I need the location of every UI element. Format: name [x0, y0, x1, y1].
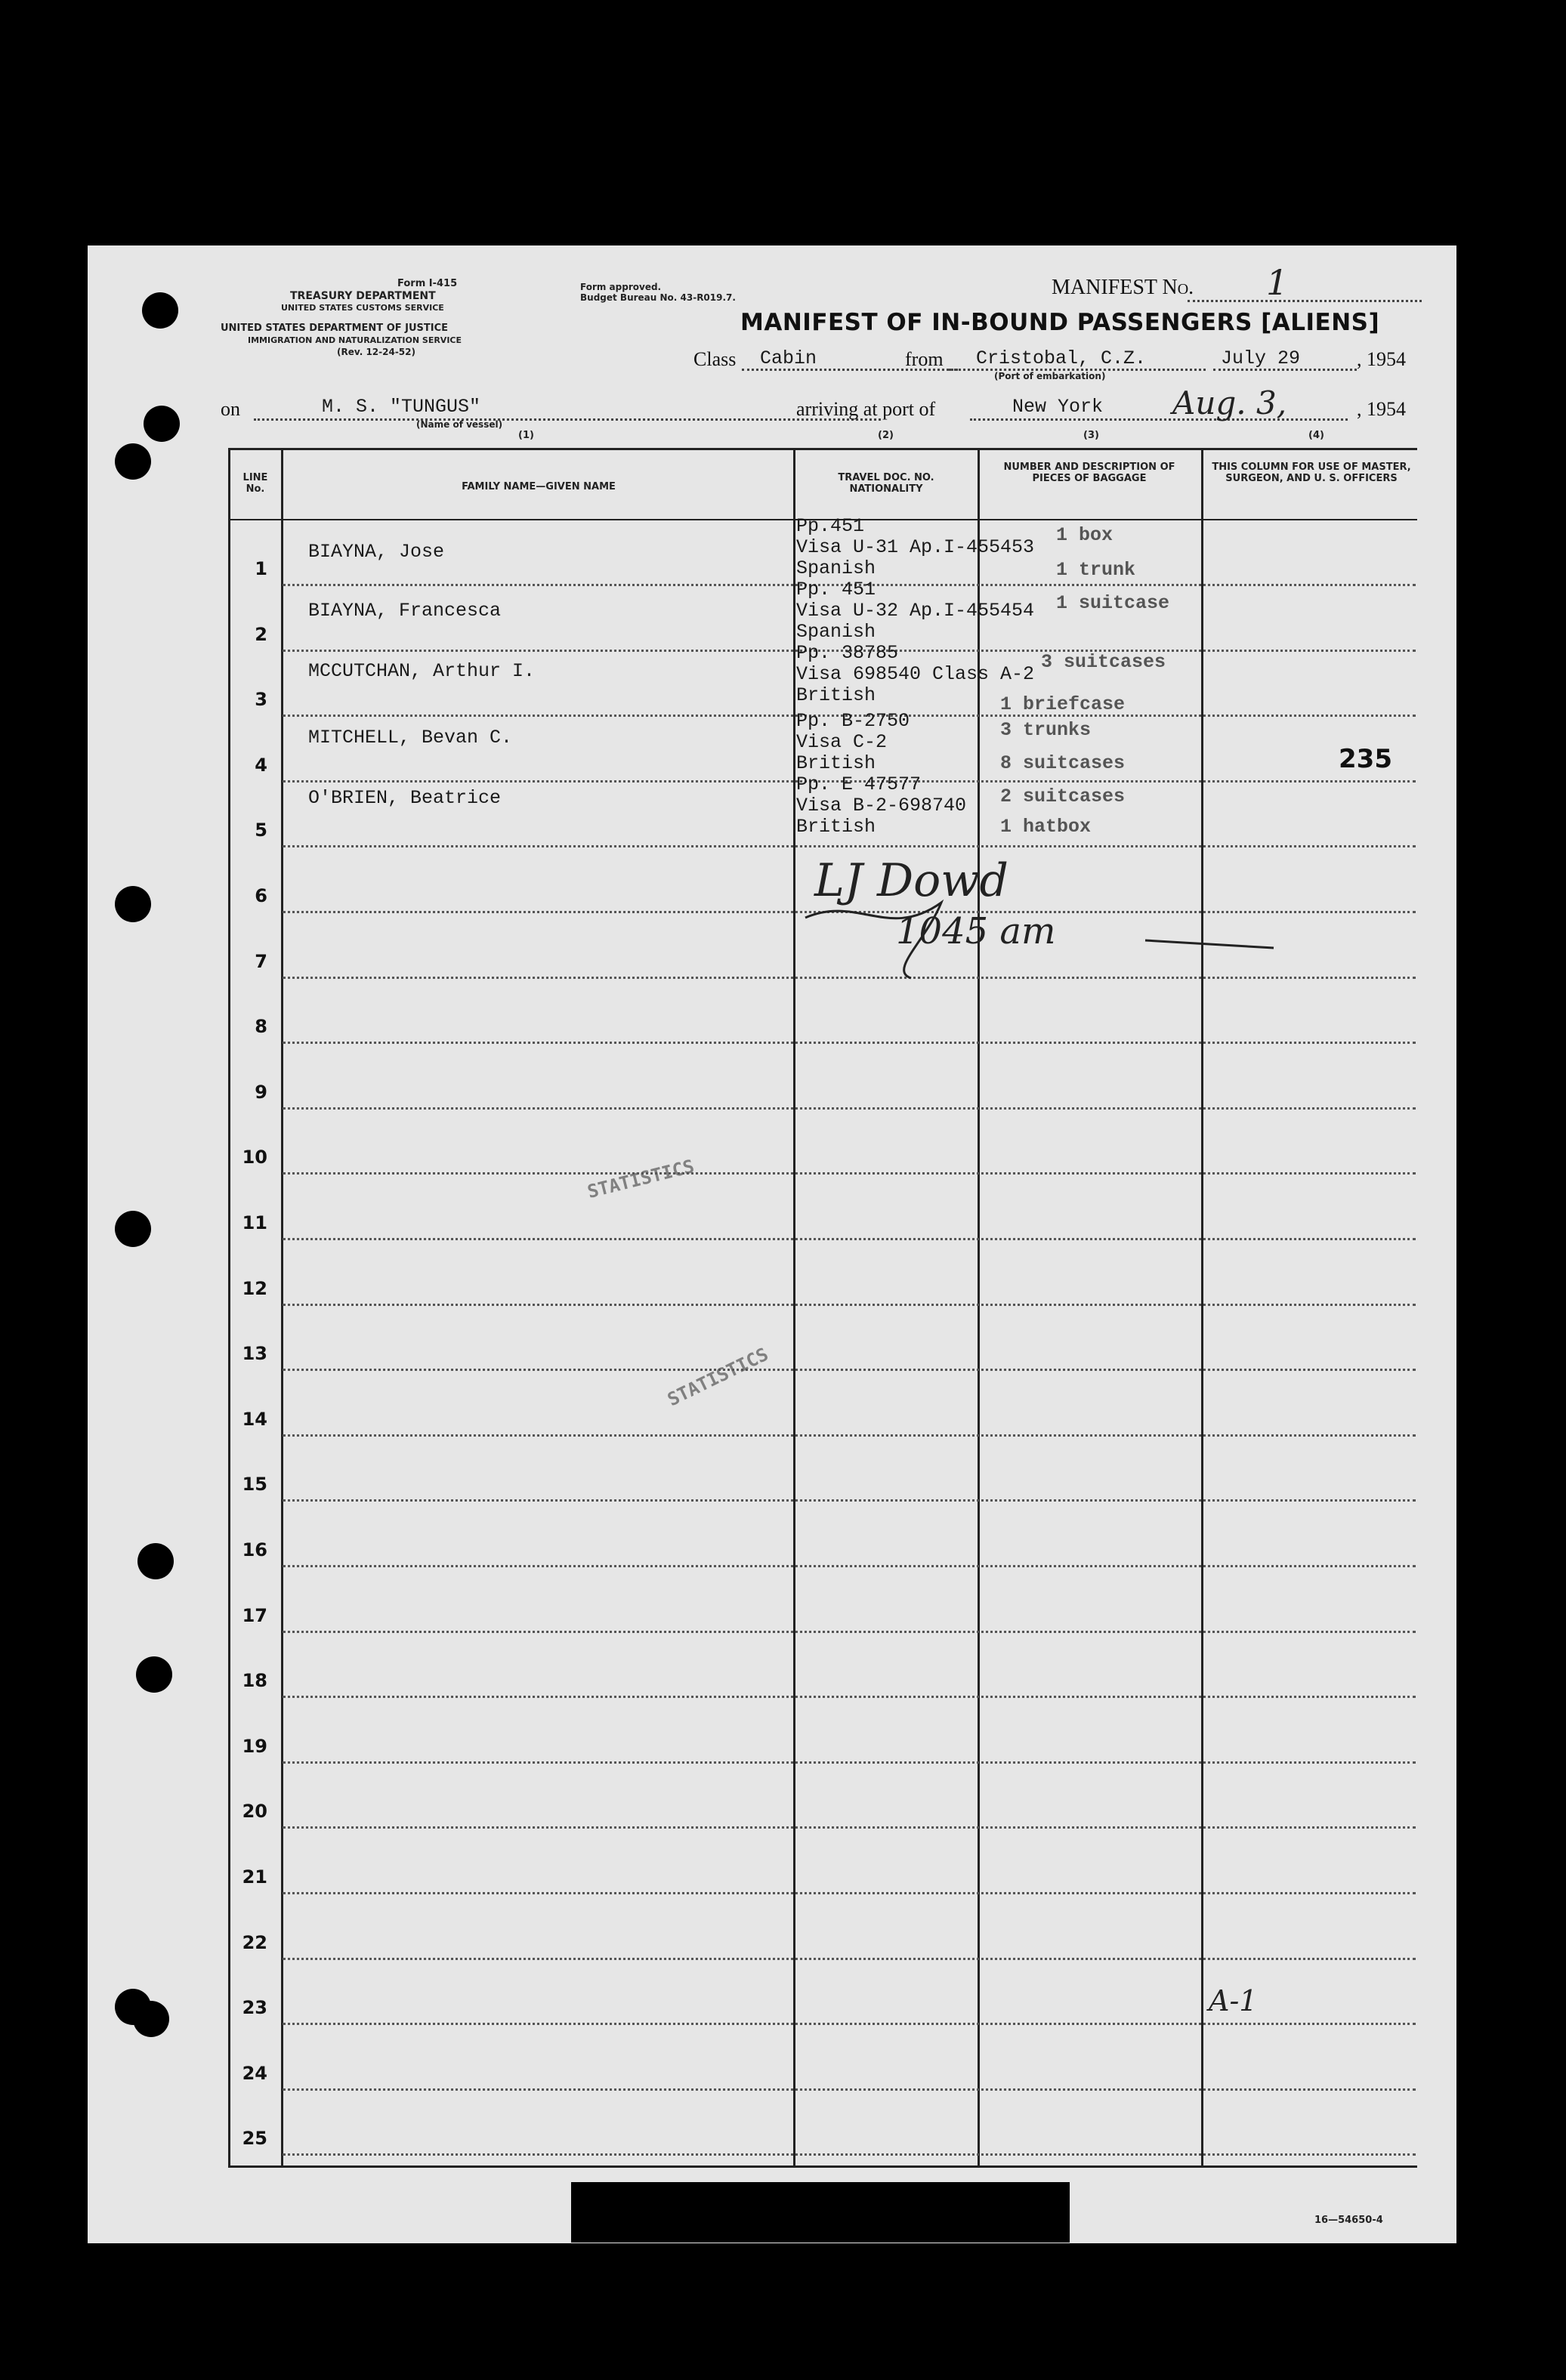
- travel-doc-visa: Visa U-31 Ap.I-455453: [796, 536, 1035, 558]
- line-number: 24: [242, 2062, 267, 2084]
- on-label: on: [221, 398, 240, 420]
- punch-hole: [115, 886, 151, 922]
- row-rule: [283, 1369, 1416, 1371]
- table-top-border: [228, 448, 1417, 450]
- budget-bureau: Budget Bureau No. 43-R019.7.: [580, 292, 736, 303]
- punch-hole: [144, 406, 180, 442]
- line-number: 16: [242, 1539, 267, 1560]
- arriving-value: New York: [1012, 396, 1104, 418]
- col-divider-name: [793, 448, 795, 2168]
- row-rule: [283, 1761, 1416, 1764]
- line-number: 9: [255, 1081, 267, 1103]
- col-divider-travel: [978, 448, 980, 2168]
- arriving-line: [970, 418, 1348, 421]
- row-rule: [283, 2088, 1416, 2091]
- col-index-3: (3): [1083, 430, 1099, 441]
- baggage-entry: 1 suitcase: [1056, 592, 1170, 614]
- line-number: 25: [242, 2128, 267, 2150]
- col-index-1: (1): [518, 430, 534, 441]
- col-header-name: FAMILY NAME—GIVEN NAME: [462, 481, 616, 492]
- travel-doc-passport: Pp.451: [796, 515, 865, 537]
- travel-doc-passport: Pp. E 47577: [796, 773, 922, 795]
- line-number: 13: [242, 1343, 267, 1365]
- table-bottom-border: [228, 2165, 1417, 2168]
- line-number: 5: [255, 820, 267, 841]
- port-embarkation-caption: (Port of embarkation): [994, 371, 1106, 381]
- inspector-signature: LJ Dowd: [814, 854, 1008, 907]
- passenger-name: MCCUTCHAN, Arthur I.: [308, 660, 536, 682]
- dept-justice: UNITED STATES DEPARTMENT OF JUSTICE: [221, 323, 449, 334]
- manifest-title: MANIFEST OF IN-BOUND PASSENGERS [ALIENS]: [740, 309, 1380, 336]
- row-rule: [283, 1107, 1416, 1110]
- row-rule: [283, 1826, 1416, 1829]
- col-divider-baggage: [1201, 448, 1203, 2168]
- line-number: 2: [255, 623, 267, 645]
- baggage-entry: 3 suitcases: [1041, 651, 1166, 673]
- year-2: , 1954: [1357, 398, 1406, 420]
- punch-hole: [137, 1543, 174, 1579]
- manifest-no-line: [1188, 300, 1422, 302]
- line-number: 23: [242, 1997, 267, 2019]
- line-number: 17: [242, 1604, 267, 1626]
- passenger-name: BIAYNA, Francesca: [308, 600, 502, 622]
- line-number: 21: [242, 1866, 267, 1888]
- baggage-entry: 8 suitcases: [1000, 752, 1126, 774]
- date-value: July 29: [1221, 347, 1301, 369]
- dept-customs: UNITED STATES CUSTOMS SERVICE: [281, 303, 444, 313]
- line-23-note: A-1: [1209, 1984, 1258, 2017]
- baggage-entry: 3 trunks: [1000, 719, 1092, 741]
- punch-hole: [133, 2344, 169, 2380]
- punch-hole: [133, 2001, 169, 2037]
- manifest-no-label: MANIFEST No.: [1052, 276, 1194, 299]
- passenger-name: MITCHELL, Bevan C.: [308, 727, 513, 749]
- line-number: 1: [255, 558, 267, 579]
- travel-doc-nationality: British: [796, 752, 876, 774]
- row-rule: [283, 1892, 1416, 1894]
- year-1: , 1954: [1357, 348, 1406, 370]
- travel-doc-passport: Pp. 451: [796, 579, 876, 600]
- row-rule: [283, 1696, 1416, 1698]
- line-number: 18: [242, 1670, 267, 1692]
- travel-doc-nationality: British: [796, 684, 876, 706]
- row-rule: [283, 1434, 1416, 1437]
- arriving-label: arriving at port of: [796, 398, 936, 420]
- line-number: 10: [242, 1147, 267, 1168]
- class-label: Class: [693, 348, 737, 370]
- line-number: 11: [242, 1212, 267, 1233]
- passenger-name: BIAYNA, Jose: [308, 541, 445, 563]
- baggage-entry: 1 briefcase: [1000, 693, 1126, 715]
- row-rule: [283, 1499, 1416, 1502]
- line-number: 3: [255, 689, 267, 711]
- dept-treasury: TREASURY DEPARTMENT: [290, 290, 436, 302]
- row-rule: [283, 2023, 1416, 2025]
- line-number: 19: [242, 1735, 267, 1757]
- row-rule: [283, 1042, 1416, 1044]
- inspection-time: 1045 am: [896, 910, 1056, 952]
- line-number: 22: [242, 1931, 267, 1953]
- travel-doc-visa: Visa C-2: [796, 731, 888, 753]
- vessel-value: M. S. "TUNGUS": [322, 396, 481, 418]
- manifest-page: [88, 245, 1456, 2243]
- col-header-line: LINE No.: [242, 472, 268, 495]
- col-index-2: (2): [878, 430, 894, 441]
- signature-flourish: [798, 850, 1281, 986]
- row-rule: [283, 2153, 1416, 2156]
- bottom-tab: [571, 2182, 1070, 2243]
- col-header-baggage: NUMBER AND DESCRIPTION OF PIECES OF BAGGAGE: [1003, 461, 1175, 484]
- line-number: 12: [242, 1277, 267, 1299]
- from-label: from: [905, 348, 944, 370]
- line-number: 6: [255, 885, 267, 906]
- line-number: 7: [255, 950, 267, 972]
- col-header-officers: THIS COLUMN FOR USE OF MASTER, SURGEON, AND U. S. OFFICERS: [1212, 461, 1411, 484]
- line-number: 8: [255, 1016, 267, 1038]
- row-rule: [283, 1631, 1416, 1633]
- officer-note: 235: [1339, 744, 1392, 774]
- baggage-entry: 2 suitcases: [1000, 786, 1126, 807]
- form-number: Form I-415: [397, 278, 458, 289]
- form-rev: (Rev. 12-24-52): [337, 347, 415, 357]
- dept-ins: IMMIGRATION AND NATURALIZATION SERVICE: [248, 335, 462, 345]
- travel-doc-nationality: British: [796, 816, 876, 838]
- statistics-stamp: STATISTICS: [585, 1155, 697, 1203]
- line-number: 15: [242, 1474, 267, 1496]
- footer-form-code: 16—54650-4: [1314, 2215, 1383, 2226]
- line-number: 14: [242, 1408, 267, 1430]
- statistics-stamp: STATISTICS: [664, 1343, 772, 1411]
- travel-doc-visa: Visa U-32 Ap.I-455454: [796, 600, 1035, 622]
- from-value: Cristobal, C.Z.: [976, 347, 1147, 369]
- travel-doc-visa: Visa B-2-698740: [796, 795, 967, 816]
- travel-doc-nationality: Spanish: [796, 621, 876, 643]
- travel-doc-nationality: Spanish: [796, 557, 876, 579]
- col-divider-line: [281, 448, 283, 2168]
- line-number: 20: [242, 1801, 267, 1823]
- punch-hole: [115, 1211, 151, 1247]
- manifest-number: 1: [1266, 262, 1289, 303]
- baggage-entry: 1 trunk: [1056, 559, 1136, 581]
- punch-hole: [136, 1656, 172, 1693]
- row-rule: [283, 1304, 1416, 1306]
- baggage-entry: 1 box: [1056, 524, 1113, 546]
- passenger-name: O'BRIEN, Beatrice: [308, 787, 502, 809]
- row-rule: [283, 1565, 1416, 1567]
- row-rule: [283, 845, 1416, 847]
- col-index-4: (4): [1308, 430, 1324, 441]
- class-value: Cabin: [760, 347, 817, 369]
- travel-doc-visa: Visa 698540 Class A-2: [796, 663, 1035, 685]
- punch-hole: [142, 292, 178, 329]
- travel-doc-passport: Pp. 38785: [796, 642, 899, 664]
- row-rule: [283, 1238, 1416, 1240]
- form-approved: Form approved.: [580, 282, 662, 292]
- baggage-entry: 1 hatbox: [1000, 816, 1092, 838]
- travel-doc-passport: Pp. B-2750: [796, 710, 910, 732]
- row-rule: [283, 1172, 1416, 1175]
- row-rule: [283, 1958, 1416, 1960]
- arrival-date: Aug. 3,: [1172, 384, 1287, 421]
- punch-hole: [115, 443, 151, 480]
- vessel-line: [254, 418, 881, 421]
- vessel-caption: (Name of vessel): [416, 419, 503, 430]
- line-number: 4: [255, 754, 267, 776]
- col-header-travel: TRAVEL DOC. NO. NATIONALITY: [838, 472, 934, 495]
